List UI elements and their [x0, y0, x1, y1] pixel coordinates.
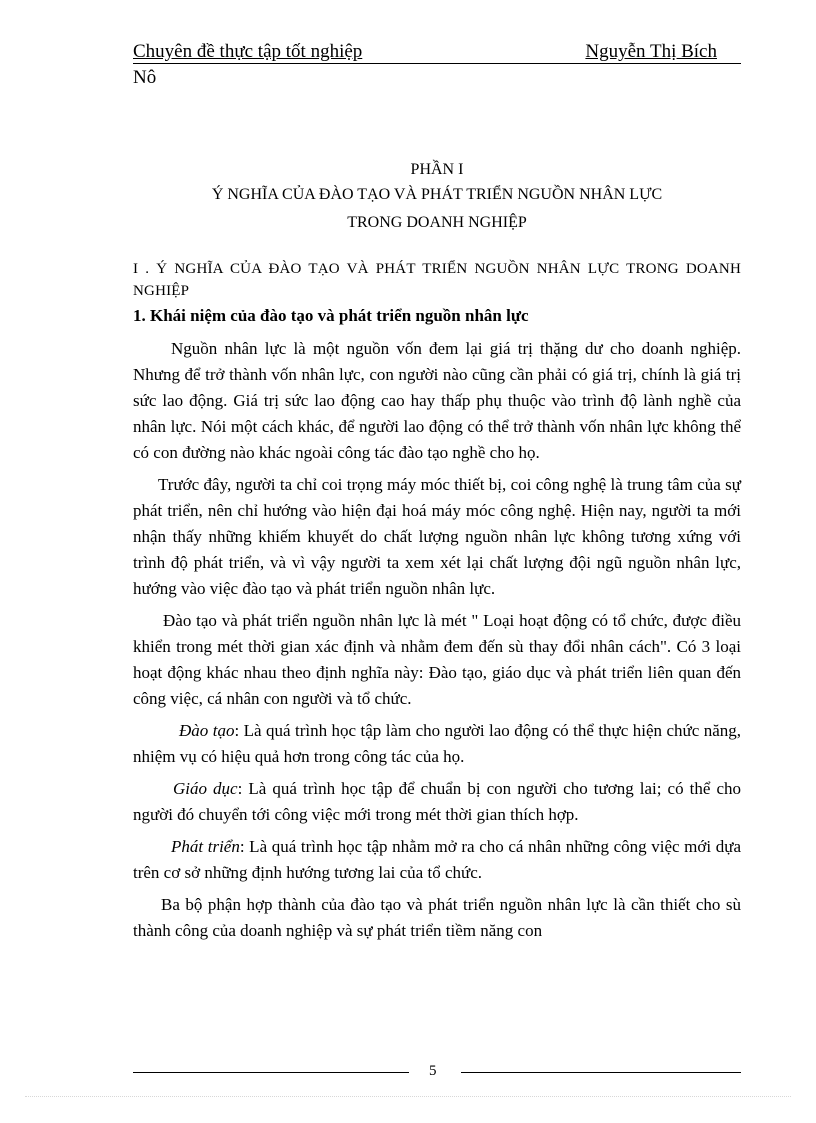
paragraph-1: Nguồn nhân lực là một nguồn vốn đem lại giá trị thặng dư cho doanh nghiệp. Nhưng để trở thành vốn nhân lực, con người nào cũng cần phải có giá trị, chính là giá trị sức lao động. Giá trị sức lao động cao hay thấp phụ thuộc vào trình độ lành nghề của nhân lực. Nói một cách khác, để người lao động có thể trở thành vốn nhân lực không thể có con đường nào khác ngoài công tác đào tạo nghề cho họ.: [133, 339, 741, 462]
paragraph-2: Trước đây, người ta chỉ coi trọng máy móc thiết bị, coi công nghệ là trung tâm của sự phát triển, nên chỉ hướng vào hiện đại hoá máy móc công nghệ. Hiện nay, người ta mới nhận thấy những khiếm khuyết do chất lượng nguồn nhân lực không tương xứng với trình độ phát triển, và vì vậy người ta xem xét lại chất lượng đội ngũ nguồn nhân lực, hướng vào việc đào tạo và phát triển nguồn nhân lực.: [133, 475, 741, 598]
part-title-line-1: Ý NGHĨA CỦA ĐÀO TẠO VÀ PHÁT TRIỂN NGUỒN NHÂN LỰC: [211, 186, 663, 203]
header-line: [133, 40, 741, 64]
paragraph-definition-education: [133, 776, 741, 828]
body-text: [133, 336, 741, 944]
page-number: 5: [429, 1063, 437, 1079]
definition-education: : Là quá trình học tập để chuẩn bị con người cho tương lai; có thể cho người đó chuyển tới công việc mới trong mét thời gian thích hợp.: [133, 779, 742, 824]
page-bottom-dotted-line: [25, 1096, 791, 1097]
paragraph-3: Đào tạo và phát triển nguồn nhân lực là mét " Loại hoạt động có tổ chức, được điều khiển trong mét thời gian xác định và nhằm đem đến sù thay đổi nhân cách". Có 3 loại hoạt động khác nhau theo định nghĩa này: Đào tạo, giáo dục và phát triển liên quan đến công việc, cá nhân con người và tổ chức.: [133, 611, 741, 708]
section-heading: I . Ý NGHĨA CỦA ĐÀO TẠO VÀ PHÁT TRIỂN NGUỒN NHÂN LỰC TRONG DOANH NGHIỆP: [133, 261, 741, 299]
definition-training: : Là quá trình học tập làm cho người lao động có thể thực hiện chức năng, nhiệm vụ có hiệu quả hơn trong công tác của họ.: [133, 721, 741, 766]
term-training: Đào tạo: [179, 721, 235, 740]
part-title-line-2: TRONG DOANH NGHIỆP: [347, 214, 527, 231]
footer-rule-left: [133, 1072, 409, 1073]
header-author-name: Nguyễn Thị Bích: [585, 41, 717, 62]
term-development: Phát triển: [171, 837, 240, 856]
page-footer: [133, 1063, 741, 1083]
page-header: [133, 40, 741, 90]
paragraph-definition-training: [133, 718, 741, 770]
header-document-title: Chuyên đề thực tập tốt nghiệp: [133, 41, 363, 62]
term-education: Giáo dục: [173, 779, 238, 798]
paragraph-definition-development: [133, 834, 741, 886]
paragraph-7: Ba bộ phận hợp thành của đào tạo và phát triển nguồn nhân lực là cần thiết cho sù thành công của doanh nghiệp và sự phát triển tiềm năng con: [133, 895, 741, 940]
subsection-heading: 1. Khái niệm của đào tạo và phát triển nguồn nhân lực: [133, 306, 529, 325]
part-number: PHẦN I: [410, 161, 464, 178]
definition-development: : Là quá trình học tập nhằm mở ra cho cá nhân những công việc mới dựa trên cơ sở những định hướng tương lai của tổ chức.: [133, 837, 741, 882]
footer-rule-right: [461, 1072, 741, 1073]
header-author-continuation: Nô: [133, 67, 157, 88]
